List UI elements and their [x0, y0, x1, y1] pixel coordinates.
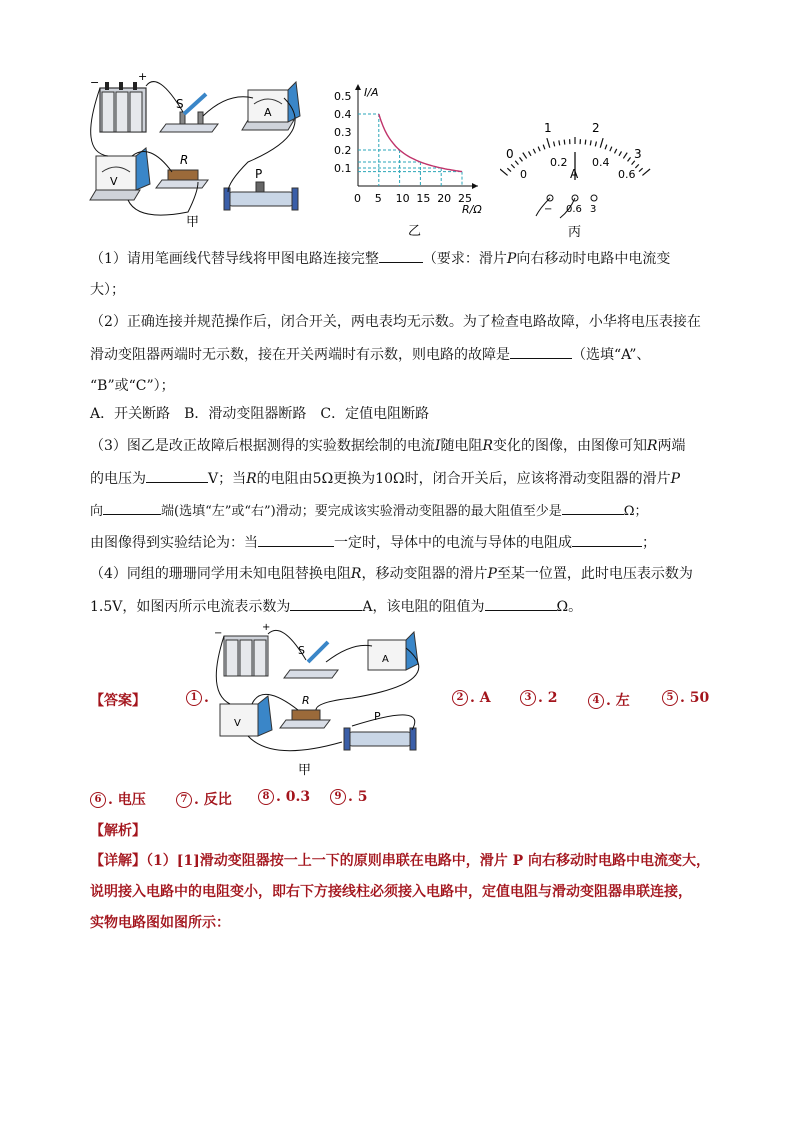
y-tick-label: 0.5: [334, 90, 352, 103]
x-tick-label: 20: [437, 192, 452, 205]
answer-text: . 左: [606, 693, 630, 709]
dial-tick: [507, 168, 511, 171]
answer-text: . 2: [538, 690, 558, 706]
x-axis-label: R/Ω: [462, 203, 482, 216]
answer-item-9: [330, 789, 368, 805]
answer-num: 6: [90, 792, 106, 808]
voltmeter-icon: [90, 148, 150, 200]
dial-tick: [623, 153, 627, 159]
minus-label: −: [90, 76, 100, 89]
answer-item-5: [662, 690, 709, 706]
ammeter-icon: [368, 632, 418, 670]
answer-blank[interactable]: [103, 500, 161, 515]
y-axis-label: I/A: [364, 86, 379, 99]
q4-text: Ω。: [556, 599, 583, 615]
q4-text: 至某一位置，此时电压表示数为: [496, 566, 693, 582]
dial-tick: [519, 157, 522, 161]
answer-blank[interactable]: [485, 596, 557, 611]
bottom-scale-0: 0: [520, 168, 527, 181]
terminal-minus: −: [544, 204, 553, 215]
q1-text-d: 向右移动时电路中电流变: [516, 251, 671, 267]
answer-text: .: [204, 690, 209, 706]
top-scale-1: 1: [544, 121, 552, 135]
question-3-line4: [90, 532, 710, 553]
x-tick-label: 15: [416, 192, 431, 205]
analysis-line-3: 实物电路图如图所示：: [90, 915, 230, 931]
answer-blank[interactable]: [146, 468, 208, 483]
question-3-line3: [90, 500, 710, 522]
q3-text: 两端: [657, 438, 686, 454]
circuit-figure-jia: [88, 72, 318, 227]
dial-tick: [538, 147, 540, 152]
dial-tick: [610, 147, 612, 152]
question-2-line1: （2）正确连接并规范操作后，闭合开关，两电表均无示数。为了检查电路故障，小华将电压表接在: [90, 314, 701, 330]
switch-label: S: [176, 97, 184, 111]
q4-text: ，移动变阻器的滑片: [361, 566, 488, 582]
dial-tick: [529, 151, 532, 155]
q3-text: 一定时，导体中的电流与导体的电阻成: [334, 535, 572, 551]
q1-var-p: P: [506, 251, 517, 267]
rheostat-icon: [344, 728, 416, 750]
switch-icon: [160, 94, 218, 132]
question-1: [90, 248, 710, 269]
answer-num: 8: [258, 789, 274, 805]
answer-item-3: [520, 690, 558, 706]
top-scale-0: 0: [506, 147, 514, 161]
guide-lines: [358, 114, 462, 186]
answer-circuit-figure: [212, 622, 438, 780]
x-tick-label: 5: [374, 192, 382, 205]
q3-text: ；: [642, 535, 656, 551]
analysis-text: （1）[1]滑动变阻器按一上一下的原则串联在电路中，滑片 P 向右移动时电路中电流变大，: [146, 853, 711, 869]
var-p: P: [487, 566, 497, 582]
answer-num: 5: [662, 690, 678, 706]
dial-tick: [554, 142, 555, 147]
answer-text: . 反比: [194, 792, 232, 808]
ammeter-label: A: [382, 654, 389, 665]
answer-num: 9: [330, 789, 346, 805]
bing-caption: 丙: [568, 225, 582, 240]
q3-text: 向: [90, 504, 104, 519]
dial-tick: [642, 169, 650, 175]
q3-text: （3）图乙是改正故障后根据测得的实验数据绘制的电流: [90, 438, 435, 454]
question-2-line3: “B”或“C”）；: [90, 378, 175, 394]
q4-text: （4）同组的珊珊同学用未知电阻替换电阻: [90, 566, 351, 582]
q1-text-b: （要求：滑片: [422, 251, 507, 267]
bottom-scale-3: 0.6: [618, 168, 636, 181]
voltmeter-label: V: [110, 175, 118, 188]
detail-label: 【详解】: [90, 853, 146, 869]
answer-blank[interactable]: [510, 344, 572, 359]
slider-label: P: [255, 167, 263, 181]
answer-item-8: [258, 789, 310, 805]
dial-tick: [500, 169, 508, 175]
answer-text: . A: [470, 690, 491, 706]
dial-tick: [635, 164, 638, 168]
dial-tick: [628, 157, 631, 161]
answer-num: 3: [520, 690, 536, 706]
minus-label: −: [214, 628, 223, 639]
var-i: I: [434, 438, 441, 454]
q3-text: 端(选填“左”或“右”)滑动；要完成该实验滑动变阻器的最大阻值至少是: [161, 504, 562, 519]
dial-tick: [619, 151, 622, 155]
y-tick-label: 0.1: [334, 162, 352, 175]
answer-text: . 电压: [108, 792, 146, 808]
dial-tick: [547, 138, 550, 148]
jia-caption: 甲: [186, 215, 200, 227]
slider-label: P: [374, 710, 381, 723]
q2-choice-hint: （选填“A”、: [572, 347, 651, 363]
dial-tick: [585, 140, 586, 145]
terminal-06: 0.6: [566, 204, 582, 215]
resistor-icon: [280, 710, 330, 728]
dial-unit: A: [570, 167, 579, 181]
dial-tick: [543, 145, 545, 150]
dial-tick: [614, 149, 616, 153]
rheostat-icon: [224, 182, 298, 210]
dial-tick: [533, 149, 535, 153]
q1-text: （1）请用笔画线代替导线将甲图电路连接完整: [90, 251, 379, 267]
y-tick-labels: [334, 90, 352, 175]
dial-tick: [523, 153, 527, 159]
x-tick-label: 0: [354, 192, 361, 205]
x-tick-label: 10: [395, 192, 410, 205]
dial-tick: [590, 140, 591, 145]
answer-blank[interactable]: [562, 500, 624, 515]
graph-figure-yi: [330, 78, 490, 238]
answer-text: . 5: [348, 789, 368, 805]
dial-tick: [511, 164, 514, 168]
y-tick-label: 0.2: [334, 144, 352, 157]
dial-tick: [595, 142, 596, 147]
var-r: R: [482, 438, 493, 454]
yi-caption: 乙: [408, 224, 422, 238]
var-r: R: [350, 566, 362, 582]
question-4-line2: [90, 596, 710, 617]
q3-text: V；当: [208, 471, 247, 487]
answer-text: . 0.3: [276, 789, 311, 805]
y-tick-label: 0.4: [334, 108, 352, 121]
q3-text: 随电阻: [440, 438, 483, 454]
var-p: P: [670, 471, 681, 487]
q2-text: 滑动变阻器两端时无示数，接在开关两端时有示数，则电路的故障是: [90, 347, 510, 363]
voltmeter-label: V: [234, 718, 241, 729]
top-scale-3: 3: [634, 147, 642, 161]
answer-label: 【答案】: [90, 693, 146, 709]
answer-item-4: [588, 690, 630, 710]
answer-item-6: [90, 789, 146, 809]
answer-num: 4: [588, 693, 604, 709]
dial-tick: [564, 140, 565, 145]
plus-label: +: [138, 72, 148, 83]
answer-blank[interactable]: [379, 248, 423, 263]
question-3-line2: [90, 468, 710, 489]
dial-tick: [605, 145, 607, 150]
analysis-label: 【解析】: [90, 823, 146, 839]
answer-blank[interactable]: [258, 532, 334, 547]
answer-blank[interactable]: [572, 532, 642, 547]
answer-item-1: [186, 690, 209, 706]
resistor-label: R: [180, 153, 189, 167]
bottom-scale-1: 0.2: [550, 156, 568, 169]
q1-continued: 大）；: [90, 282, 125, 298]
switch-label: S: [298, 644, 305, 657]
answer-item-7: [176, 789, 232, 809]
switch-icon: [284, 642, 338, 678]
dial-tick: [600, 138, 603, 148]
q4-text: A，该电阻的阻值为: [362, 599, 485, 615]
q3-text: Ω；: [623, 504, 648, 519]
question-2-options: A．开关断路 B．滑动变阻器断路 C．定值电阻断路: [90, 406, 430, 422]
answer-item-2: [452, 690, 491, 706]
answer-num: 7: [176, 792, 192, 808]
bottom-scale-2: 0.4: [592, 156, 610, 169]
terminal-3: 3: [590, 204, 597, 215]
analysis-line-1: [90, 851, 710, 871]
top-scale-2: 2: [592, 121, 600, 135]
analysis-line-2: 说明接入电路中的电阻变小，即右下方接线柱必须接入电路中，定值电阻与滑动变阻器串联连接，: [90, 884, 692, 900]
dial-tick: [515, 161, 518, 165]
battery-icon: [224, 636, 268, 676]
answer-num: 1: [186, 690, 202, 706]
q3-text: 的电压为: [90, 471, 146, 487]
var-r: R: [246, 471, 257, 487]
question-2-line2: [90, 344, 710, 365]
dial-tick: [559, 140, 560, 145]
answer-text: . 50: [680, 690, 710, 706]
voltmeter-icon: [220, 696, 272, 736]
resistor-label: R: [302, 694, 310, 707]
answer-num: 2: [452, 690, 468, 706]
ammeter-dial-bing: [500, 112, 660, 240]
answer-figure-caption: 甲: [298, 763, 312, 778]
dial-tick: [639, 168, 643, 171]
plus-label: +: [262, 622, 271, 633]
answer-blank[interactable]: [290, 596, 362, 611]
question-4-line1: [90, 564, 710, 584]
q3-text: 的电阻由5Ω更换为10Ω时，闭合开关后，应该将滑动变阻器的滑片: [256, 471, 671, 487]
battery-icon: [100, 82, 146, 132]
question-3-line1: [90, 436, 710, 456]
var-r: R: [646, 438, 658, 454]
ammeter-label: A: [264, 106, 272, 119]
y-tick-label: 0.3: [334, 126, 352, 139]
x-tick-label: 25: [458, 192, 472, 205]
dial-tick: [632, 161, 635, 165]
q3-text: 由图像得到实验结论为：当: [90, 535, 258, 551]
x-tick-labels: [354, 192, 472, 205]
q4-text: 1.5V，如图丙所示电流表示数为: [90, 599, 291, 615]
resistor-icon: [156, 170, 208, 188]
q3-text: 变化的图像，由图像可知: [492, 438, 647, 454]
